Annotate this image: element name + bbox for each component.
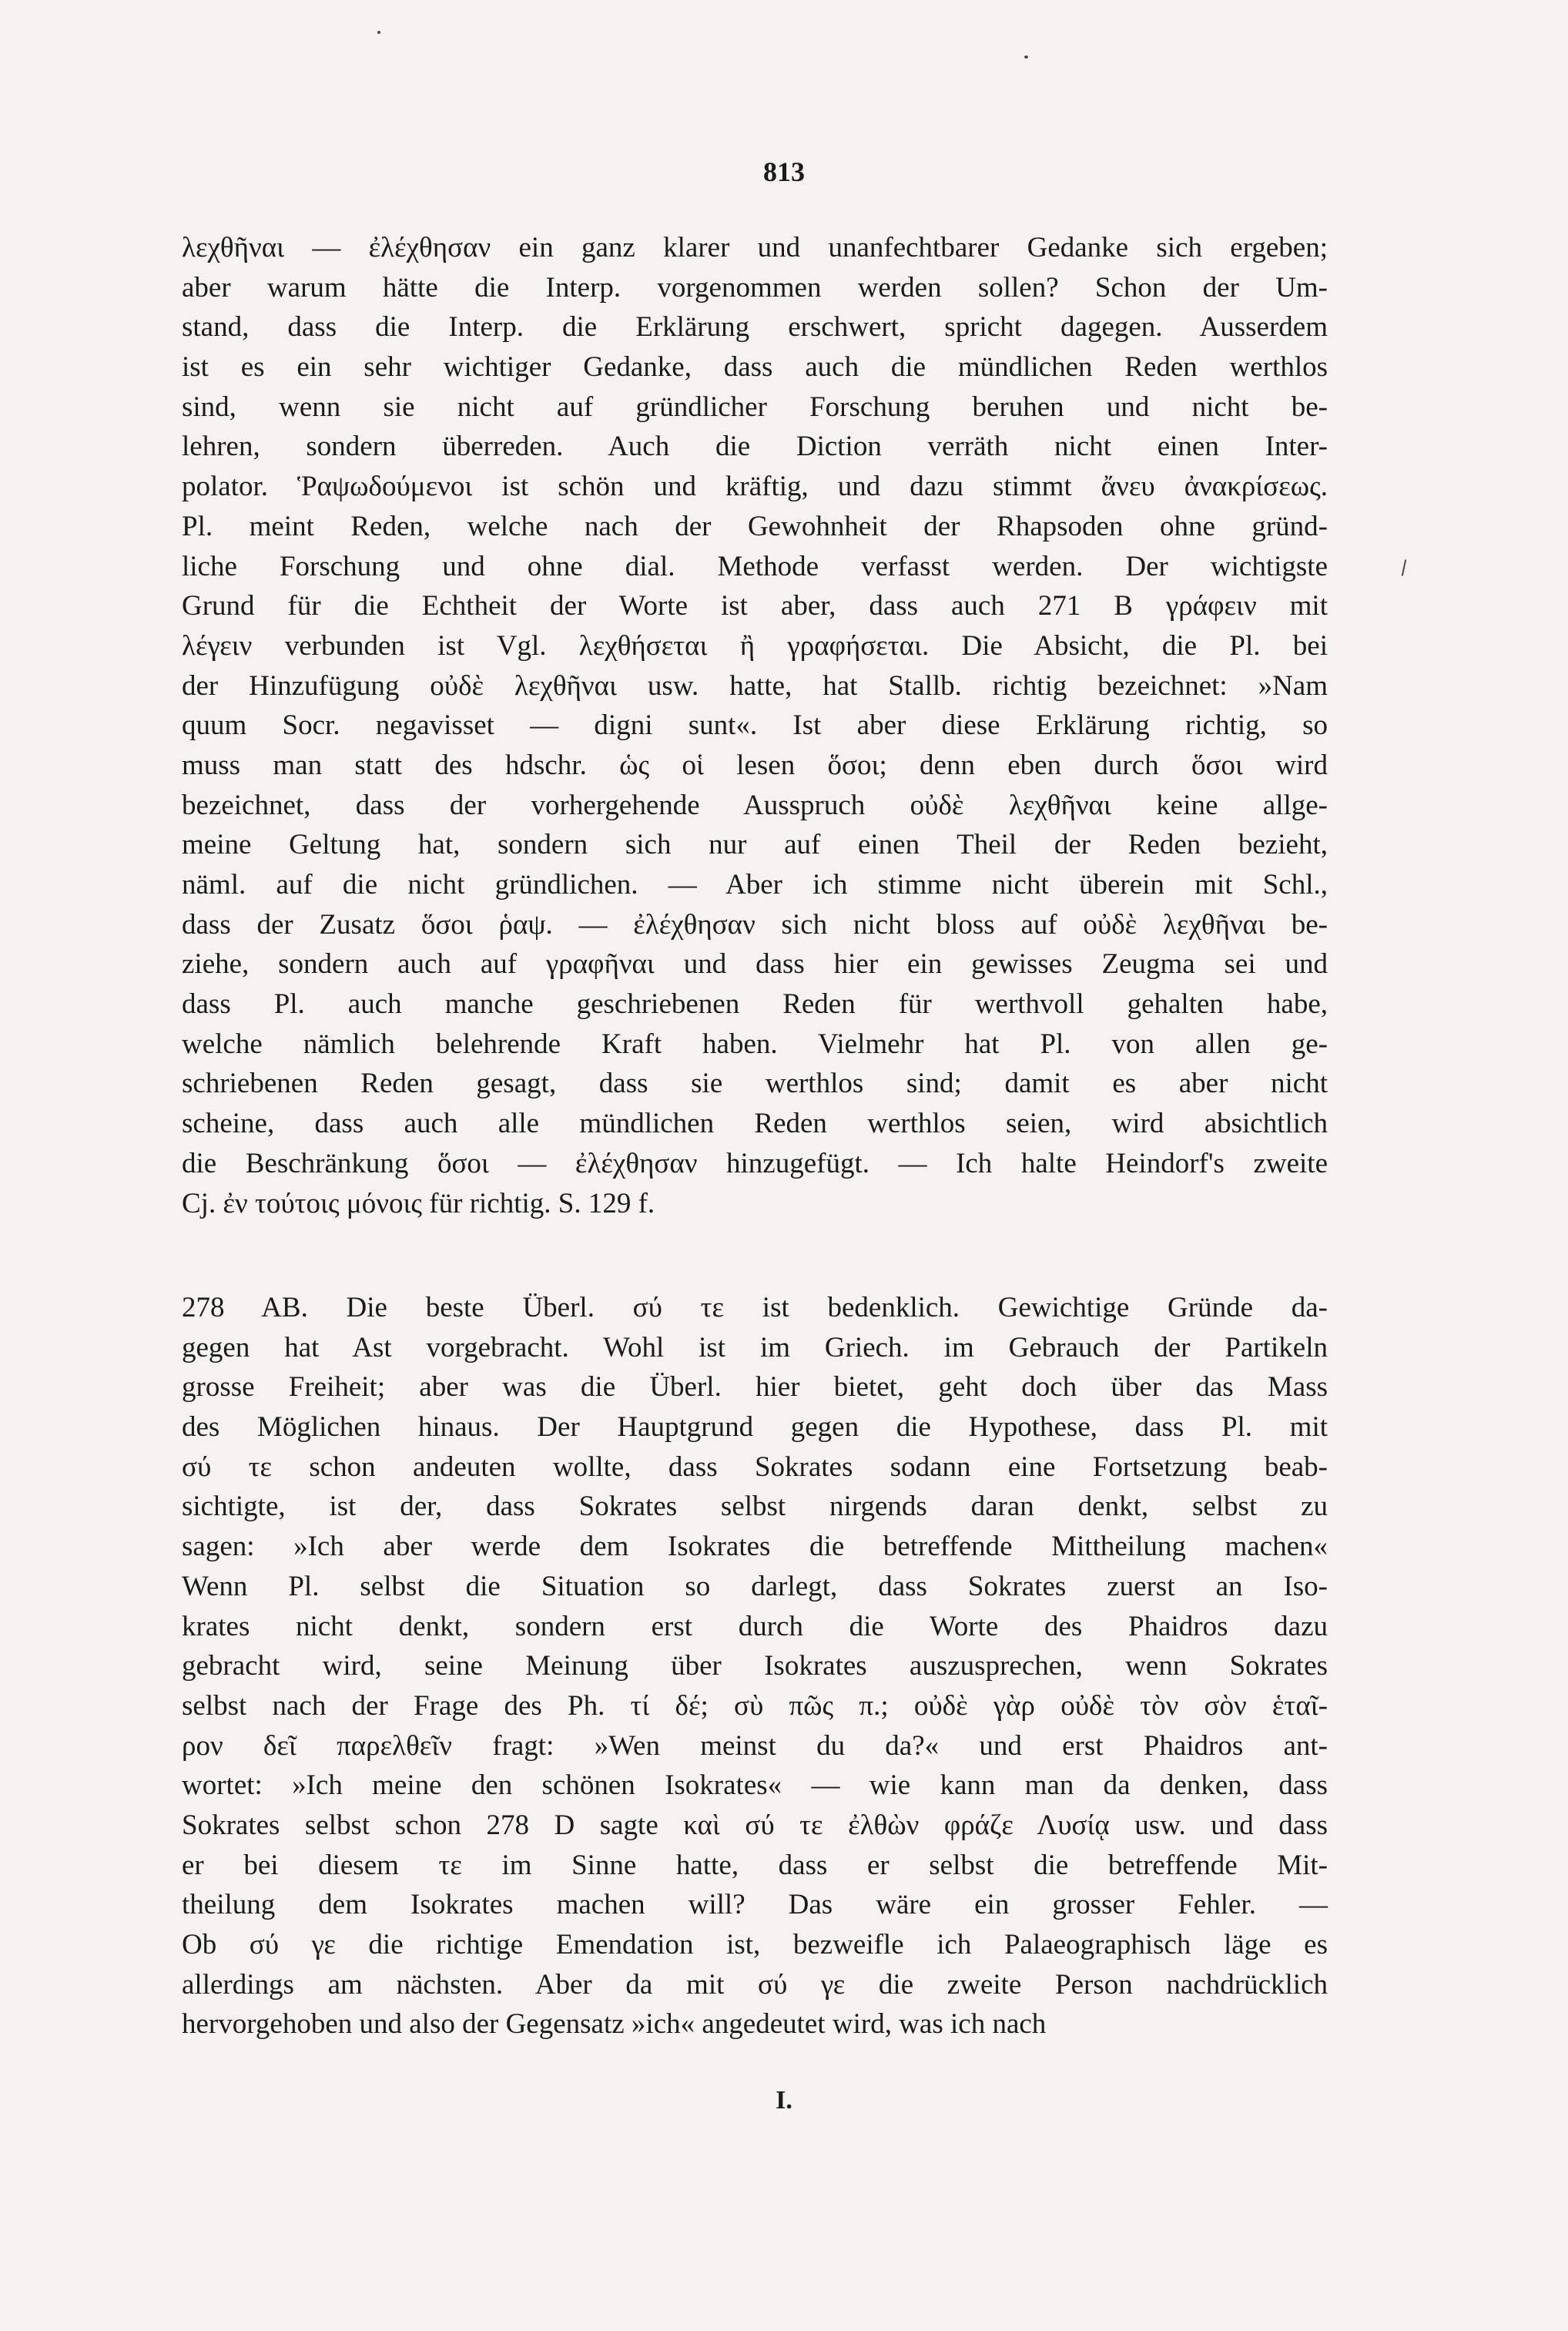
paragraph-278-ab xyxy=(182,1288,1328,2044)
text-line: polator. Ῥαψωδούμενοι ist schön und kräftig, und dazu stimmt ἄνευ ἀνακρίσεως. xyxy=(182,471,1328,503)
speck-mark xyxy=(1024,55,1028,59)
text-line: gegen hat Ast vorgebracht. Wohl ist im Griech. im Gebrauch der Partikeln xyxy=(182,1331,1328,1363)
margin-pencil-mark xyxy=(1402,559,1407,576)
text-line: liche Forschung und ohne dial. Methode verfasst werden. Der wichtigste xyxy=(182,550,1328,582)
text-line: ziehe, sondern auch auf γραφῆναι und dass hier ein gewisses Zeugma sei und xyxy=(182,948,1328,981)
text-line: λέγειν verbunden ist Vgl. λεχθήσεται ἢ γραφήσεται. Die Absicht, die Pl. bei xyxy=(182,629,1328,662)
text-line: des Möglichen hinaus. Der Hauptgrund gegen die Hypothese, dass Pl. mit xyxy=(182,1411,1328,1444)
text-line: näml. auf die nicht gründlichen. — Aber ich stimme nicht überein mit Schl., xyxy=(182,869,1328,901)
text-line: sind, wenn sie nicht auf gründlicher Forschung beruhen und nicht be- xyxy=(182,391,1328,423)
text-line: dass der Zusatz ὅσοι ῥαψ. — ἐλέχθησαν sich nicht bloss auf οὐδὲ λεχθῆναι be- xyxy=(182,908,1328,941)
text-line: theilung dem Isokrates machen will? Das wäre ein grosser Fehler. — xyxy=(182,1889,1328,1921)
text-line: Ob σύ γε die richtige Emendation ist, bezweifle ich Palaeographisch läge es xyxy=(182,1929,1328,1960)
text-line: wortet: »Ich meine den schönen Isokrates« — wie kann man da denken, dass xyxy=(182,1769,1328,1802)
text-line: quum Socr. negavisset — digni sunt«. Ist aber diese Erklärung richtig, so xyxy=(182,709,1328,742)
text-line: bezeichnet, dass der vorhergehende Ausspruch οὐδὲ λεχθῆναι keine allge- xyxy=(182,789,1328,821)
text-line: muss man statt des hdschr. ὡς οἱ lesen ὅσοι; denn eben durch ὅσοι wird xyxy=(182,749,1328,781)
text-line: aber warum hätte die Interp. vorgenommen werden sollen? Schon der Um- xyxy=(182,271,1328,304)
text-line: gebracht wird, seine Meinung über Isokrates auszusprechen, wenn Sokrates xyxy=(182,1650,1328,1682)
text-line: Cj. ἐν τούτοις μόνοις für richtig. S. 129 f. xyxy=(182,1187,655,1219)
text-line: er bei diesem τε im Sinne hatte, dass er selbst die betreffende Mit- xyxy=(182,1849,1328,1881)
text-line: die Beschränkung ὅσοι — ἐλέχθησαν hinzugefügt. — Ich halte Heindorf's zweite xyxy=(182,1147,1328,1179)
text-line: selbst nach der Frage des Ph. τί δέ; σὺ πῶς π.; οὐδὲ γὰρ οὐδὲ τὸν σὸν ἑταῖ- xyxy=(182,1689,1328,1722)
text-line: Pl. meint Reden, welche nach der Gewohnheit der Rhapsoden ohne gründ- xyxy=(182,510,1328,542)
text-line: allerdings am nächsten. Aber da mit σύ γε die zweite Person nachdrücklich xyxy=(182,1968,1328,2001)
text-line: σύ τε schon andeuten wollte, dass Sokrates sodann eine Fortsetzung beab- xyxy=(182,1451,1328,1483)
text-line: der Hinzufügung οὐδὲ λεχθῆναι usw. hatte, hat Stallb. richtig bezeichnet: »Nam xyxy=(182,669,1328,702)
signature-mark: I. xyxy=(776,2086,792,2115)
text-line: Sokrates selbst schon 278 D sagte καὶ σύ τε ἐλθὼν φράζε Λυσίᾳ usw. und dass xyxy=(182,1809,1328,1841)
text-line: λεχθῆναι — ἐλέχθησαν ein ganz klarer und unanfechtbarer Gedanke sich ergeben; xyxy=(182,232,1328,263)
text-line: meine Geltung hat, sondern sich nur auf einen Theil der Reden bezieht, xyxy=(182,829,1328,861)
text-line: grosse Freiheit; aber was die Überl. hier bietet, geht doch über das Mass xyxy=(182,1371,1328,1404)
text-line: ρον δεῖ παρελθεῖν fragt: »Wen meinst du da?« und erst Phaidros ant- xyxy=(182,1729,1328,1762)
text-line: dass Pl. auch manche geschriebenen Reden für werthvoll gehalten habe, xyxy=(182,988,1328,1021)
text-line: schriebenen Reden gesagt, dass sie werthlos sind; damit es aber nicht xyxy=(182,1068,1328,1100)
text-line: welche nämlich belehrende Kraft haben. Vielmehr hat Pl. von allen ge- xyxy=(182,1028,1328,1060)
page-number: 813 xyxy=(763,156,805,187)
text-line: scheine, dass auch alle mündlichen Reden werthlos seien, wird absichtlich xyxy=(182,1108,1328,1140)
text-line: stand, dass die Interp. die Erklärung erschwert, spricht dagegen. Ausserdem xyxy=(182,311,1328,344)
text-line: sagen: »Ich aber werde dem Isokrates die betreffende Mittheilung machen« xyxy=(182,1531,1328,1563)
text-line: lehren, sondern überreden. Auch die Diction verräth nicht einen Inter- xyxy=(182,431,1328,463)
text-line: ist es ein sehr wichtiger Gedanke, dass auch die mündlichen Reden werthlos xyxy=(182,351,1328,384)
speck-mark xyxy=(377,31,380,34)
text-line: hervorgehoben und also der Gegensatz »ich« angedeutet wird, was ich nach xyxy=(182,2008,1047,2041)
text-line: Grund für die Echtheit der Worte ist aber, dass auch 271 B γράφειν mit xyxy=(182,590,1328,622)
text-line: Wenn Pl. selbst die Situation so darlegt, dass Sokrates zuerst an Iso- xyxy=(182,1570,1328,1602)
text-line: 278 AB. Die beste Überl. σύ τε ist bedenklich. Gewichtige Gründe da- xyxy=(182,1292,1328,1323)
text-line: krates nicht denkt, sondern erst durch die Worte des Phaidros dazu xyxy=(182,1610,1328,1642)
text-line: sichtigte, ist der, dass Sokrates selbst nirgends daran denkt, selbst zu xyxy=(182,1491,1328,1523)
paragraph-commentary-continued xyxy=(182,228,1328,1223)
